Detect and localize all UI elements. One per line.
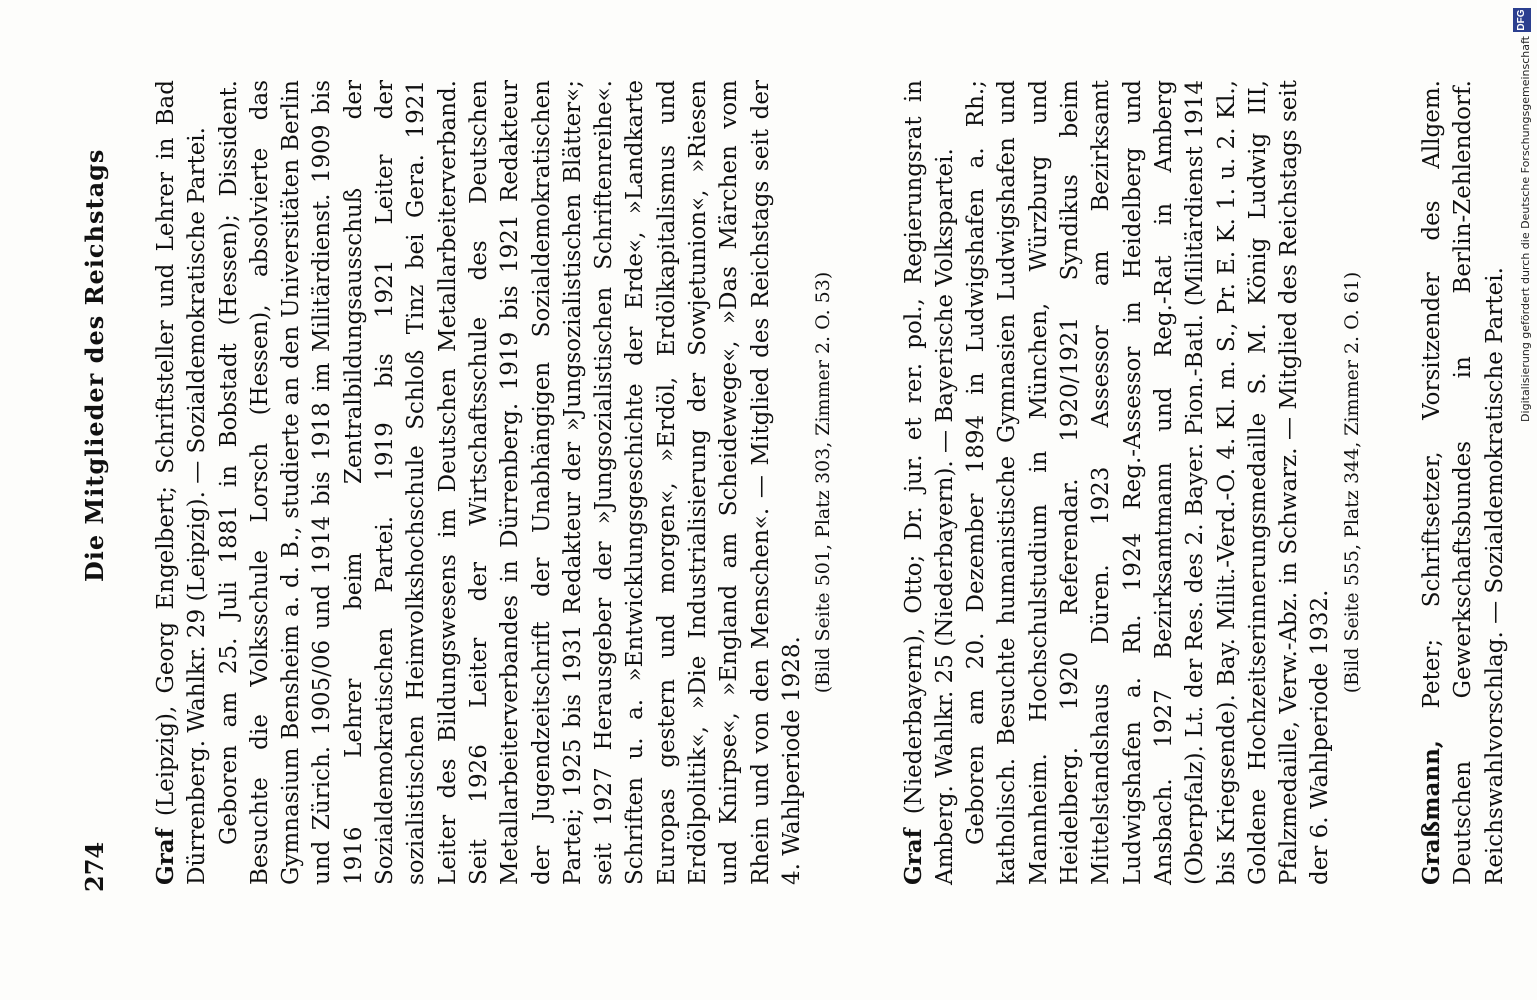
entry-intro bbox=[898, 80, 962, 885]
entry-separator bbox=[1368, 80, 1416, 885]
entry-separator bbox=[840, 80, 898, 885]
entry-biography: Geboren am 25. Juli 1881 in Bobstadt (Hessen); Dissident. Besuchte die Volksschule Lorsch (Hessen), absolvierte das Gymnasium Bensheim a. d. B., studierte an den Universitäten Berlin und Zürich. 1905/06 und 1914 bis 1918 im Militärdienst. 1909 bis 1916 Lehrer beim Zentralbildungsausschuß der Sozialdemokratischen Partei. 1919 bis 1921 Leiter der sozialistischen Heimvolkshochschule Schloß Tinz bei Gera. 1921 Leiter des Bildungswesens im Deutschen Metallarbeiterverband. Seit 1926 Leiter der Wirtschaftsschule des Deutschen Metallarbeiterverbandes in Dürrenberg. 1919 bis 1921 Redakteur der Jugendzeitschrift der Unabhängigen Sozialdemokratischen Partei; 1925 bis 1931 Redakteur der »Jungsozialistischen Blätter«; seit 1927 Herausgeber der »Jungsozialistischen Schriftenreihe«. Schriften u. a. »Entwicklungsgeschichte der Erde«, »Landkarte Europas gestern und morgen«, »Erdöl, Erdölkapitalismus und Erdölpolitik«, »Die Industrialisierung der Sowjetunion«, »Riesen und Knirpse«, »England am Scheidewege«, »Das Märchen vom Rhein und von den Menschen«. — Mitglied des Reichstags seit der 4. Wahlperiode 1928. bbox=[215, 80, 805, 885]
page-header bbox=[80, 72, 120, 892]
dfg-logo-icon: DFG bbox=[1513, 8, 1531, 32]
dfg-watermark-text: Digitalisierung gefördert durch die Deutsche Forschungsgemeinschaft bbox=[1519, 36, 1532, 422]
entry-source-reference: (Bild Seite 555, Platz 344, Zimmer 2. O. 61) bbox=[1340, 271, 1363, 694]
entry-graf-niederbayern bbox=[898, 80, 1368, 885]
entry-graf-leipzig bbox=[150, 80, 840, 885]
entry-intro bbox=[1416, 80, 1511, 885]
entry-source-reference: (Bild Seite 501, Platz 303, Zimmer 2. O. 53) bbox=[812, 271, 835, 694]
running-head: Die Mitglieder des Reichstags bbox=[80, 148, 109, 582]
entry-biography: Geboren am 20. Dezember 1894 in Ludwigshafen a. Rh.; katholisch. Besuchte humanistische Gymnasien Ludwigshafen und Mannheim. Hochschulstudium in München, Würzburg und Heidelberg. 1920 Referendar. 1920/1921 Syndikus beim Mittelstandshaus Düren. 1923 Assessor am Bezirksamt Ludwigshafen a. Rh. 1924 Reg.-Assessor in Heidelberg und Ansbach. 1927 Bezirksamtmann und Reg.-Rat in Amberg (Oberpfalz). Lt. der Res. des 2. Bayer. Pion.-Batl. (Militärdienst 1914 bis Kriegsende). Bay. Milit.-Verd.-O. 4. Kl. m. S., Pr. E. K. 1. u. 2. Kl., Goldene Hochzeitserinnerungsmedaille S. M. König Ludwig III, Pfalzmedaille, Verw.-Abz. in Schwarz. — Mitglied des Reichstags seit der 6. Wahlperiode 1932. bbox=[963, 80, 1334, 885]
entry-name: Graf bbox=[899, 828, 927, 885]
entry-name: Graßmann, bbox=[1417, 740, 1445, 885]
dfg-watermark-rotated bbox=[1505, 8, 1537, 998]
entry-name: Graf bbox=[152, 828, 179, 885]
entry-intro bbox=[150, 80, 214, 885]
entry-intro-text: Peter; Schriftsetzer, Vorsitzender des Allgem. Deutschen Gewerkschaftsbundes in Berlin-Zehlendorf. Reichswahlvorschlag. — Sozialdemokratische Partei. bbox=[1418, 80, 1508, 885]
entry-intro-text: (Leipzig), Georg Engelbert; Schriftsteller und Lehrer in Bad Dürrenberg. Wahlkr. 29 (Leipzig). — Sozialdemokratische Partei. bbox=[153, 80, 211, 885]
entry-grassmann bbox=[1416, 80, 1511, 885]
entries-column bbox=[150, 80, 1511, 885]
dfg-watermark bbox=[1505, 8, 1537, 998]
page-number: 274 bbox=[80, 841, 109, 892]
entry-intro-text: (Niederbayern), Otto; Dr. jur. et rer. pol., Regierungsrat in Amberg. Wahlkr. 25 (Niederbayern). — Bayerische Volkspartei. bbox=[900, 80, 958, 885]
